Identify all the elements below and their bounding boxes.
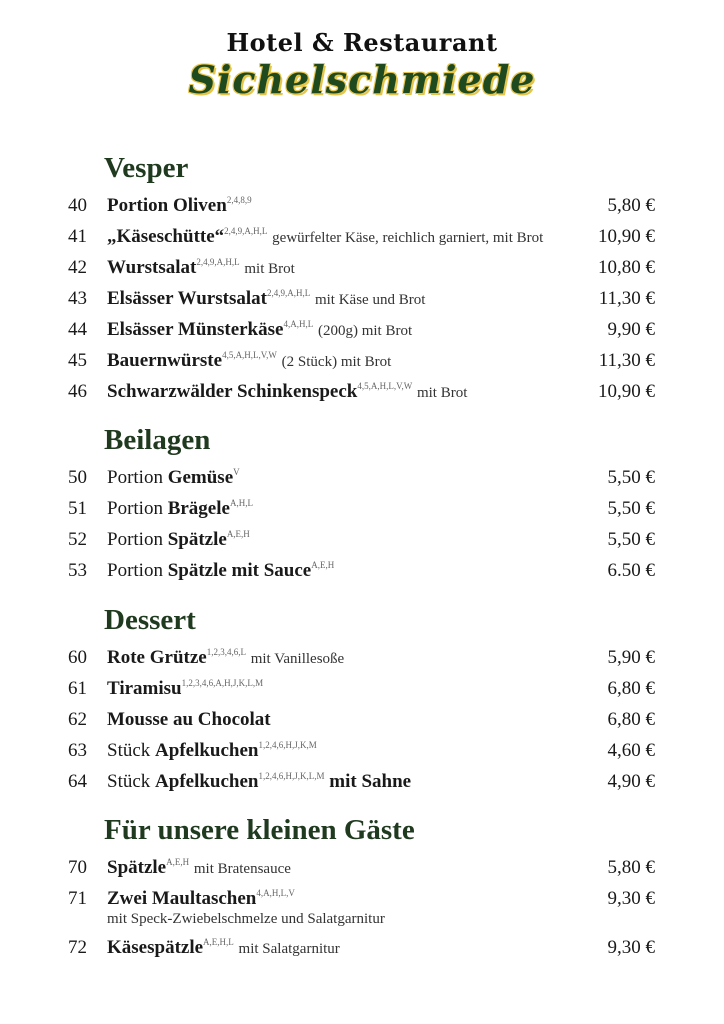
item-prefix: Portion — [107, 560, 168, 581]
menu-items — [0, 852, 724, 963]
item-text — [107, 190, 252, 221]
item-allergens: 2,4,9,A,H,L — [196, 257, 240, 267]
item-name: Portion Oliven — [107, 195, 227, 216]
item-name: Apfelkuchen — [155, 740, 259, 761]
item-number: 72 — [68, 937, 87, 958]
item-allergens: 4,5,A,H,L,V,W — [222, 350, 277, 360]
item-number: 43 — [68, 288, 87, 309]
item-description: gewürfelter Käse, reichlich garniert, mit Brot — [272, 230, 544, 246]
item-price: 11,30 € — [598, 288, 655, 309]
item-number: 45 — [68, 350, 87, 371]
item-allergens: 1,2,3,4,6,A,H,J,K,L,M — [181, 678, 264, 688]
menu-item — [0, 704, 724, 735]
menu-item — [0, 524, 724, 555]
item-name: Wurstsalat — [107, 257, 197, 278]
item-number: 46 — [68, 381, 87, 402]
item-allergens: 2,4,8,9 — [226, 195, 252, 205]
item-price: 6.50 € — [607, 560, 655, 581]
item-price: 9,30 € — [607, 937, 655, 958]
item-description: (200g) mit Brot — [317, 323, 413, 339]
item-allergens: 1,2,4,6,H,J,K,M — [258, 740, 317, 750]
menu-item — [0, 462, 724, 493]
item-allergens: A,E,H,L — [203, 937, 234, 947]
item-text — [107, 704, 271, 735]
item-number: 40 — [68, 195, 87, 216]
item-text — [107, 221, 543, 254]
item-number: 62 — [68, 709, 87, 730]
menu-item — [0, 766, 724, 797]
item-price: 6,80 € — [607, 709, 655, 730]
menu-items — [0, 642, 724, 797]
item-price: 5,80 € — [607, 195, 655, 216]
item-allergens: V — [233, 467, 240, 477]
item-number: 44 — [68, 319, 87, 340]
item-number: 60 — [68, 647, 87, 668]
item-name: Spätzle — [107, 857, 167, 878]
logo-line-name: Sichelschmiede — [188, 57, 536, 102]
item-price: 4,90 € — [607, 771, 655, 792]
item-text — [107, 524, 250, 555]
item-number: 70 — [68, 857, 87, 878]
item-allergens: A,H,L — [229, 498, 253, 508]
item-text — [107, 462, 240, 493]
item-name: Spätzle — [167, 529, 227, 550]
menu-item — [0, 735, 724, 766]
item-text — [107, 493, 253, 524]
item-prefix: Portion — [107, 529, 168, 550]
item-price: 10,90 € — [598, 381, 655, 402]
item-price: 6,80 € — [607, 678, 655, 699]
item-allergens: 4,A,H,L,V — [256, 888, 295, 898]
menu-item — [0, 555, 724, 586]
item-allergens: A,E,H — [226, 529, 250, 539]
item-name: Zwei Maultaschen — [107, 888, 257, 909]
menu-item — [0, 252, 724, 283]
item-number: 61 — [68, 678, 87, 699]
item-allergens: 4,A,H,L — [283, 319, 314, 329]
item-price: 11,30 € — [598, 350, 655, 371]
item-text — [107, 852, 291, 885]
item-price: 5,50 € — [607, 529, 655, 550]
item-number: 63 — [68, 740, 87, 761]
item-text — [107, 283, 425, 316]
item-name: Rote Grütze — [107, 647, 207, 668]
item-prefix: Stück — [107, 771, 156, 792]
item-allergens: A,E,H — [166, 857, 190, 867]
menu-item — [0, 932, 724, 963]
menu-item — [0, 642, 724, 673]
section-title: Für unsere kleinen Gäste — [104, 814, 415, 846]
item-description: mit Brot — [416, 385, 468, 401]
item-description: mit Brot — [244, 261, 295, 277]
menu-items — [0, 462, 724, 586]
item-description: mit Salatgarnitur — [238, 941, 340, 957]
item-number: 53 — [68, 560, 87, 581]
item-description: mit Käse und Brot — [314, 292, 426, 308]
item-number: 51 — [68, 498, 87, 519]
item-name: Schwarzwälder Schinkenspeck — [107, 381, 358, 402]
item-price: 9,30 € — [607, 888, 655, 909]
item-name: Gemüse — [167, 467, 234, 488]
item-name: Elsässer Münsterkäse — [107, 319, 284, 340]
item-subline: mit Speck-Zwiebelschmelze und Salatgarnitur — [107, 911, 385, 927]
item-price: 5,90 € — [607, 647, 655, 668]
item-name: „Käseschütte“ — [107, 226, 225, 247]
item-text — [107, 642, 344, 675]
section-title: Beilagen — [104, 424, 211, 456]
menu-item — [0, 376, 724, 407]
item-description: mit Vanillesoße — [250, 651, 345, 667]
item-text — [107, 555, 334, 586]
item-prefix: Portion — [107, 498, 168, 519]
item-allergens: A,E,H — [311, 560, 335, 570]
item-prefix: Portion — [107, 467, 168, 488]
item-price: 5,50 € — [607, 498, 655, 519]
item-allergens: 4,5,A,H,L,V,W — [357, 381, 413, 391]
item-text — [107, 735, 317, 766]
item-price: 10,90 € — [598, 226, 655, 247]
item-number: 52 — [68, 529, 87, 550]
item-allergens: 2,4,9,A,H,L — [266, 288, 311, 298]
item-suffix: mit Sahne — [324, 771, 412, 792]
logo-line-hotel-restaurant: Hotel & Restaurant — [226, 28, 498, 57]
item-name: Tiramisu — [107, 678, 182, 699]
item-price: 9,90 € — [607, 319, 655, 340]
item-allergens: 1,2,4,6,H,J,K,L,M — [258, 771, 325, 781]
item-name: Brägele — [167, 498, 230, 519]
item-text — [107, 932, 340, 965]
item-number: 71 — [68, 888, 87, 909]
menu-item — [0, 314, 724, 345]
item-name: Apfelkuchen — [155, 771, 259, 792]
menu-items — [0, 190, 724, 407]
item-allergens: 2,4,9,A,H,L — [224, 226, 268, 236]
menu-item — [0, 190, 724, 221]
menu-item — [0, 493, 724, 524]
item-name: Käsespätzle — [107, 937, 204, 958]
item-text — [107, 314, 412, 347]
item-price: 5,80 € — [607, 857, 655, 878]
menu-item — [0, 883, 724, 932]
item-price: 10,80 € — [598, 257, 655, 278]
menu-item — [0, 852, 724, 883]
item-name: Spätzle mit Sauce — [167, 560, 312, 581]
item-name: Elsässer Wurstsalat — [107, 288, 267, 309]
item-number: 41 — [68, 226, 87, 247]
item-text — [107, 766, 411, 797]
item-prefix: Stück — [107, 740, 156, 761]
item-price: 4,60 € — [607, 740, 655, 761]
item-text — [107, 673, 263, 704]
item-allergens: 1,2,3,4,6,L — [206, 647, 246, 657]
item-description: mit Bratensauce — [193, 861, 291, 877]
item-price: 5,50 € — [607, 467, 655, 488]
item-number: 50 — [68, 467, 87, 488]
item-number: 64 — [68, 771, 87, 792]
menu-item — [0, 673, 724, 704]
item-text — [107, 376, 467, 409]
item-text — [107, 252, 295, 285]
menu-item — [0, 283, 724, 314]
item-description: (2 Stück) mit Brot — [281, 354, 392, 370]
section-title: Dessert — [104, 604, 196, 636]
item-number: 42 — [68, 257, 87, 278]
menu-item — [0, 221, 724, 252]
section-title: Vesper — [104, 152, 189, 184]
item-text — [107, 345, 391, 378]
item-name: Mousse au Chocolat — [107, 709, 271, 730]
item-name: Bauernwürste — [107, 350, 223, 371]
menu-item — [0, 345, 724, 376]
restaurant-logo — [0, 28, 724, 103]
